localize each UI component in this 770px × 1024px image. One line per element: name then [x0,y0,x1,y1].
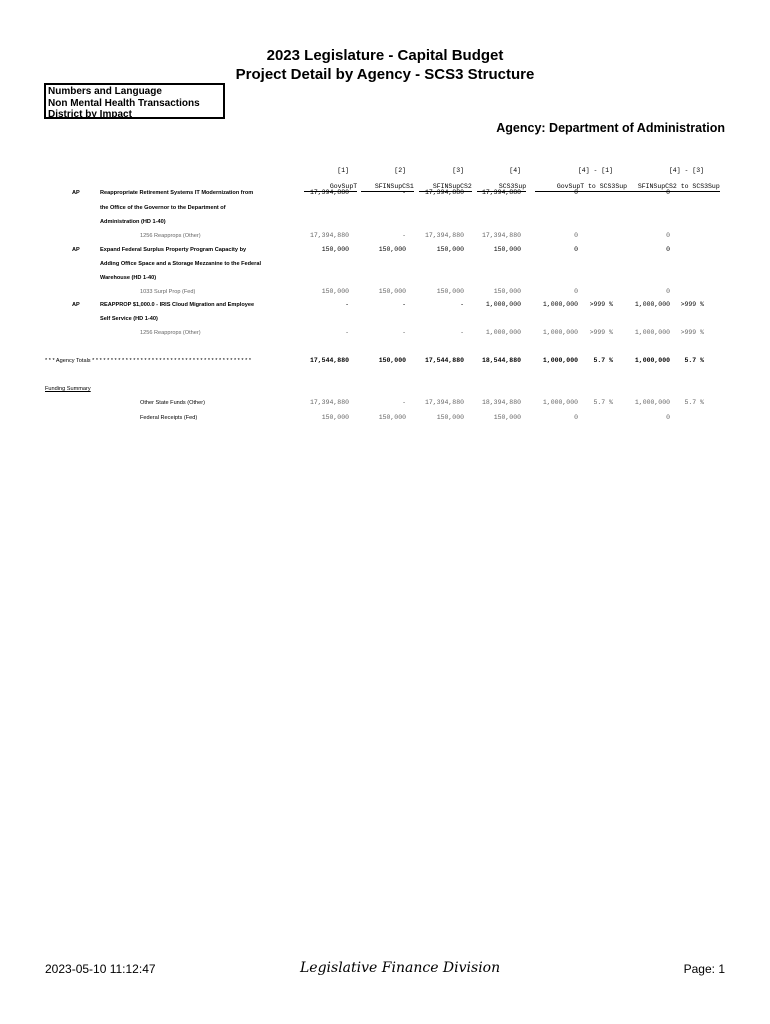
column-label: GovSupT [304,183,357,192]
fund-label: 1256 Reapprops (Other) [140,330,201,336]
value-cell: - [460,329,464,336]
footer-timestamp: 2023-05-10 11:12:47 [45,962,156,976]
value-cell: - [402,301,406,308]
value-cell: - [345,329,349,336]
column-number: [1] [337,167,349,174]
column-number: [4] [509,167,521,174]
pct-cell: 5.7 % [593,399,613,406]
project-desc-line: Adding Office Space and a Storage Mezzanine to the Federal [100,261,262,267]
report-title: 2023 Legislature - Capital Budget [266,47,504,64]
total-cell: 18,544,880 [481,357,521,364]
filter-line: District by Impact [48,109,132,120]
pct-cell: >999 % [680,329,704,336]
value-cell: 0 [666,232,670,239]
value-cell: 17,394,880 [424,189,464,196]
value-cell: 17,394,880 [309,189,349,196]
project-desc-line: the Office of the Governor to the Department of [100,205,226,211]
column-header-3 [411,151,472,192]
column-number: [3] [452,167,464,174]
value-cell: 150,000 [321,414,349,421]
footer-division: Legislative Finance Division [300,960,501,976]
value-cell: 150,000 [436,246,464,253]
value-cell: 150,000 [493,246,521,253]
value-cell: 17,394,880 [481,232,521,239]
funding-row-label: Federal Receipts (Fed) [140,415,198,421]
column-header-5 [527,151,628,192]
value-cell: 0 [574,288,578,295]
column-label: SCS3Sup [477,183,526,192]
column-label: SFINSupCS2 [419,183,472,192]
total-cell: 17,544,880 [309,357,349,364]
value-cell: 0 [666,189,670,196]
project-desc-line: Reappropriate Retirement Systems IT Modernization from [100,190,254,196]
value-cell: 17,394,880 [424,232,464,239]
value-cell: 1,000,000 [542,329,578,336]
value-cell: 1,000,000 [485,329,521,336]
fund-label: 1033 Surpl Prop (Fed) [140,289,196,295]
pct-cell: 5.7 % [684,399,704,406]
project-code: AP [72,302,80,308]
pct-cell: >999 % [589,329,613,336]
value-cell: 17,394,880 [309,232,349,239]
total-pct-cell: 5.7 % [684,357,704,364]
total-cell: 1,000,000 [542,357,578,364]
value-cell: - [345,301,349,308]
value-cell: 17,394,880 [481,189,521,196]
value-cell: 1,000,000 [634,329,670,336]
funding-summary-title: Funding Summary [45,386,91,392]
value-cell: 1,000,000 [542,301,578,308]
total-cell: 150,000 [378,357,406,364]
total-cell: 1,000,000 [634,357,670,364]
total-cell: 17,544,880 [424,357,464,364]
fund-label: 1256 Reapprops (Other) [140,233,201,239]
value-cell: 17,394,880 [424,399,464,406]
agency-heading: Agency: Department of Administration [496,121,725,135]
filter-line: Numbers and Language [48,86,162,97]
value-cell: - [402,232,406,239]
value-cell: 0 [666,288,670,295]
column-number: [4] - [1] [577,167,613,174]
value-cell: 0 [666,414,670,421]
column-header-4 [469,151,527,192]
column-label: SFINSupCS2 to SCS3Sup [626,183,720,192]
value-cell: 1,000,000 [542,399,578,406]
project-desc-line: Warehouse (HD 1-40) [100,275,157,281]
value-cell: 150,000 [321,246,349,253]
funding-row-label: Other State Funds (Other) [140,400,205,406]
column-header-6 [618,151,720,192]
project-desc-line: Self Service (HD 1-40) [100,316,158,322]
project-desc-line: Expand Federal Surplus Property Program Capacity by [100,247,247,253]
column-header-1 [296,151,358,192]
value-cell: 1,000,000 [485,301,521,308]
value-cell: 0 [574,232,578,239]
project-code: AP [72,190,80,196]
value-cell: 0 [574,189,578,196]
value-cell: 0 [574,246,578,253]
column-number: [2] [394,167,406,174]
project-desc-line: REAPPROP $1,000.0 - IRIS Cloud Migration and Employee [100,302,255,308]
pct-cell: >999 % [589,301,613,308]
value-cell: - [460,301,464,308]
value-cell: 150,000 [436,414,464,421]
column-label: GovSupT to SCS3Sup [535,183,627,192]
report-subtitle: Project Detail by Agency - SCS3 Structure [235,66,535,83]
value-cell: 17,394,880 [309,399,349,406]
project-code: AP [72,247,80,253]
value-cell: 150,000 [378,414,406,421]
column-header-2 [353,151,414,192]
value-cell: - [402,399,406,406]
value-cell: 1,000,000 [634,399,670,406]
value-cell: 150,000 [378,288,406,295]
pct-cell: >999 % [680,301,704,308]
column-number: [4] - [3] [668,167,704,174]
value-cell: - [402,329,406,336]
total-pct-cell: 5.7 % [593,357,613,364]
value-cell: 150,000 [321,288,349,295]
value-cell: 150,000 [436,288,464,295]
column-label: SFINSupCS1 [361,183,414,192]
project-desc-line: Administration (HD 1-40) [100,219,166,225]
value-cell: 0 [574,414,578,421]
agency-totals-label: * * * Agency Totals * * * * * * * * * * * * * * * * * * * * * * * * * * * * * * * * * * * * * * * * * * * [45,358,252,364]
footer-page-number: Page: 1 [683,962,725,976]
filter-box [44,83,225,119]
value-cell: 18,394,880 [481,399,521,406]
value-cell: 0 [666,246,670,253]
value-cell: 150,000 [378,246,406,253]
value-cell: 150,000 [493,414,521,421]
value-cell: 150,000 [493,288,521,295]
value-cell: 1,000,000 [634,301,670,308]
filter-line: Non Mental Health Transactions [48,97,200,109]
value-cell: - [402,189,406,196]
